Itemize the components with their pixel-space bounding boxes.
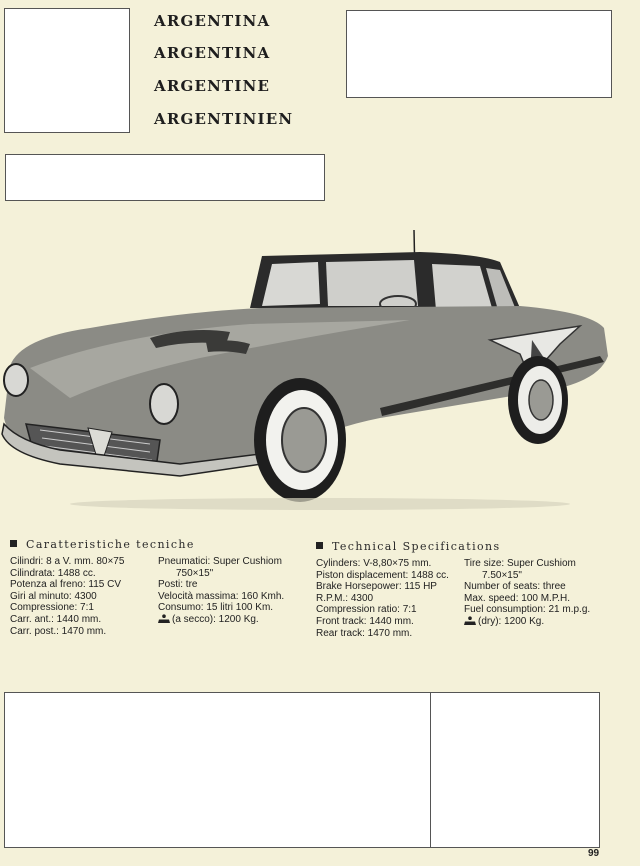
- page-number: 99: [588, 848, 600, 859]
- spec-line-weight: [464, 616, 590, 628]
- spec-line: Max. speed: 100 M.P.H.: [464, 592, 570, 604]
- spec-line: Compression ratio: 7:1: [316, 604, 417, 616]
- english-specs-col1: [316, 558, 449, 639]
- english-specs-title: [316, 540, 501, 553]
- spec-line: Front track: 1440 mm.: [316, 615, 414, 627]
- english-specs-col2: [464, 558, 590, 628]
- spec-line: Velocità massima: 160 Kmh.: [158, 590, 285, 602]
- country-title-2: ARGENTINA: [154, 44, 271, 62]
- spec-line: Tire size: Super Cushiom: [464, 558, 576, 569]
- spec-line: R.P.M.: 4300: [316, 592, 374, 604]
- spec-line: Cylinders: V-8,80×75 mm.: [316, 558, 432, 569]
- spec-line: Number of seats: three: [464, 581, 566, 593]
- weight-text: (a secco): 1200 Kg.: [172, 613, 259, 625]
- spec-line: Consumo: 15 litri 100 Km.: [158, 602, 274, 614]
- spec-line: Cilindri: 8 a V. mm. 80×75: [10, 556, 125, 567]
- spec-line: Compressione: 7:1: [10, 602, 94, 614]
- weight-icon: [464, 616, 476, 625]
- blank-box-middle: [5, 154, 325, 201]
- spec-line: Giri al minuto: 4300: [10, 590, 97, 602]
- blank-box-bottom-right: [430, 692, 600, 848]
- spec-line: 7.50×15": [482, 569, 522, 581]
- spec-line: Carr. ant.: 1440 mm.: [10, 613, 102, 625]
- italian-specs-title: [10, 538, 195, 551]
- spec-line-weight: [158, 614, 284, 626]
- spec-line: Brake Horsepower: 115 HP: [316, 581, 437, 593]
- italian-specs-col2: [158, 556, 284, 626]
- italian-specs-title-text: Caratteristiche tecniche: [26, 538, 195, 551]
- spec-line: Pneumatici: Super Cushiom: [158, 556, 282, 567]
- blank-box-bottom-left: [4, 692, 432, 848]
- square-bullet-icon: [10, 540, 17, 547]
- country-title-3: ARGENTINE: [154, 77, 271, 95]
- blank-box-top-left: [4, 8, 130, 133]
- spec-line: Rear track: 1470 mm.: [316, 627, 413, 639]
- country-title-1: ARGENTINA: [154, 12, 271, 30]
- spec-line: Fuel consumption: 21 m.p.g.: [464, 604, 591, 616]
- square-bullet-icon: [316, 542, 323, 549]
- weight-icon: [158, 614, 170, 623]
- spec-line: Carr. post.: 1470 mm.: [10, 625, 107, 637]
- blank-box-top-right: [346, 10, 612, 98]
- spec-line: Cilindrata: 1488 cc.: [10, 567, 96, 579]
- english-specs-title-text: Technical Specifications: [332, 540, 501, 553]
- country-title-4: ARGENTINIEN: [154, 110, 294, 128]
- italian-specs-col1: [10, 556, 124, 637]
- spec-line: Potenza al freno: 115 CV: [10, 579, 121, 591]
- weight-text: (dry): 1200 Kg.: [478, 615, 545, 627]
- car-photo: [0, 228, 612, 518]
- spec-line: Posti: tre: [158, 579, 198, 591]
- spec-line: 750×15": [176, 567, 214, 579]
- spec-line: Piston displacement: 1488 cc.: [316, 569, 449, 581]
